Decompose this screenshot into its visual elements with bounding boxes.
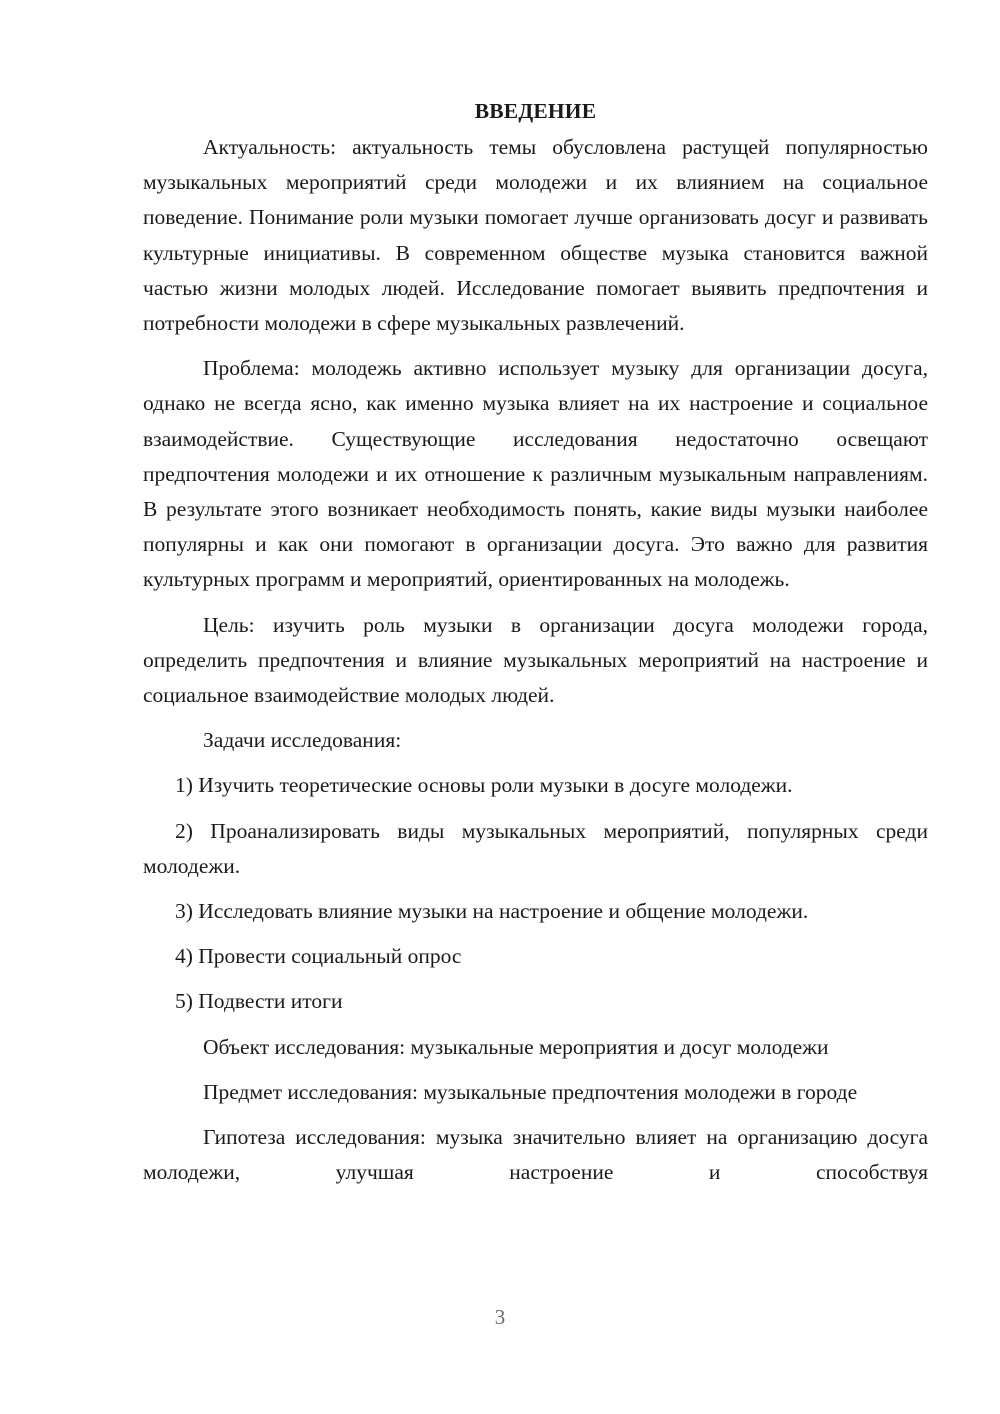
goal-paragraph: Цель: изучить роль музыки в организации досуга молодежи города, определить предпочтения и влияние музыкальных мероприятий на настроение и социальное взаимодействие молодых людей. xyxy=(143,612,928,708)
task-item-2: 2) Проанализировать виды музыкальных мероприятий, популярных среди молодежи. xyxy=(143,818,928,878)
task-item-4: 4) Провести социальный опрос xyxy=(175,944,462,969)
tasks-heading: Задачи исследования: xyxy=(203,728,402,753)
object-paragraph: Объект исследования: музыкальные мероприятия и досуг молодежи xyxy=(203,1034,829,1059)
document-page xyxy=(143,96,928,1200)
task-item-3: 3) Исследовать влияние музыки на настроение и общение молодежи. xyxy=(175,899,809,924)
problem-paragraph: Проблема: молодежь активно использует музыку для организации досуга, однако не всегда ясно, как именно музыка влияет на их настроение и социальное взаимодействие. Существующие исследования недостаточно освещают предпочтения молодежи и их отношение к различным музыкальным направлениям. В результате этого возникает необходимость понять, какие виды музыки наиболее популярны и как они помогают в организации досуга. Это важно для развития культурных программ и мероприятий, ориентированных на молодежь. xyxy=(143,356,928,592)
task-item-5: 5) Подвести итоги xyxy=(175,989,343,1014)
hypothesis-paragraph: Гипотеза исследования: музыка значительно влияет на организацию досуга молодежи, улучшая настроение и способствуя xyxy=(143,1125,928,1185)
task-item-1: 1) Изучить теоретические основы роли музыки в досуге молодежи. xyxy=(175,773,793,798)
page-title: ВВЕДЕНИЕ xyxy=(474,99,597,123)
subject-paragraph: Предмет исследования: музыкальные предпочтения молодежи в городе xyxy=(203,1079,858,1104)
relevance-paragraph: Актуальность: актуальность темы обусловлена растущей популярностью музыкальных мероприятий среди молодежи и их влиянием на социальное поведение. Понимание роли музыки помогает лучше организовать досуг и развивать культурные инициативы. В современном обществе музыка становится важной частью жизни молодых людей. Исследование помогает выявить предпочтения и потребности молодежи в сфере музыкальных развлечений. xyxy=(143,135,928,336)
page-number: 3 xyxy=(494,1305,506,1329)
